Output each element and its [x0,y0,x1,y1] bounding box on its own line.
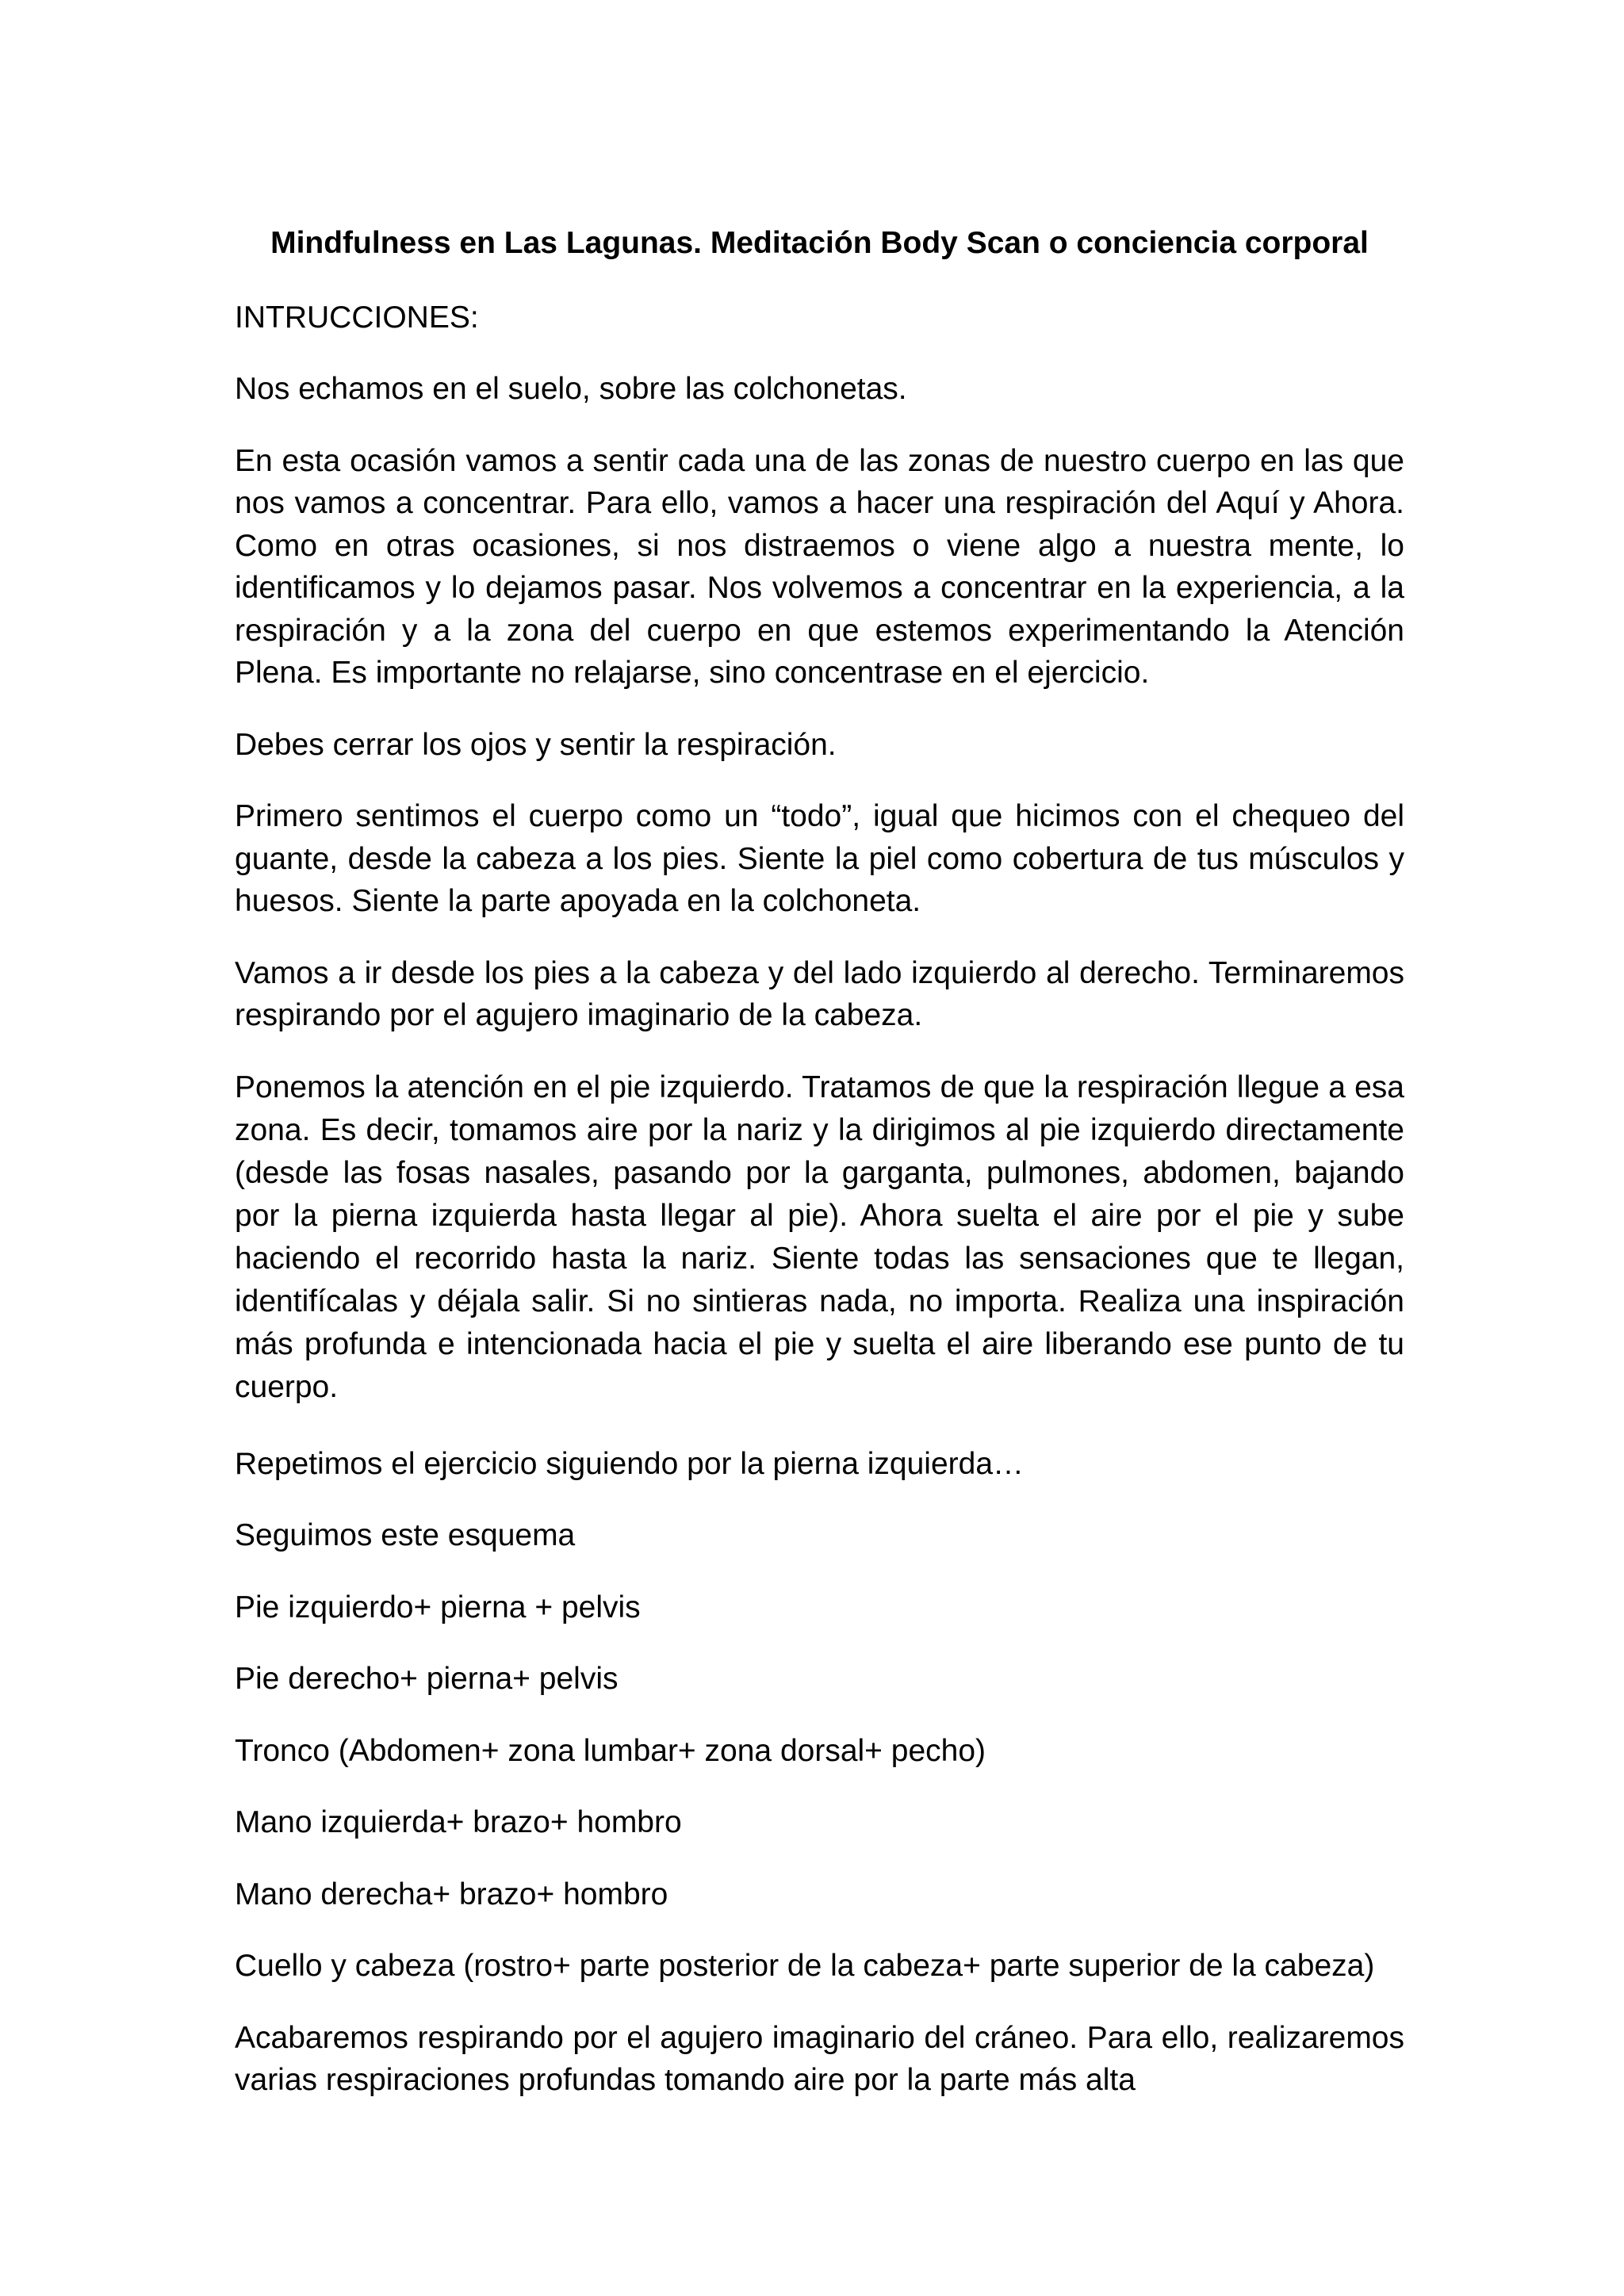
paragraph-whole-body: Primero sentimos el cuerpo como un “todo”, igual que hicimos con el chequeo del guante, desde la cabeza a los pies. Siente la piel como cobertura de tus músculos y huesos. Siente la parte apoyada en la colchoneta. [235,799,1404,918]
paragraph-scheme-intro: Seguimos este esquema [235,1518,576,1552]
instructions-heading: INTRUCCIONES: [235,300,479,335]
document-title: Mindfulness en Las Lagunas. Meditación Body Scan o conciencia corporal [270,226,1369,260]
scheme-item-neck-head: Cuello y cabeza (rostro+ parte posterior de la cabeza+ parte superior de la cabeza) [235,1949,1375,1983]
scheme-item-left-arm: Mano izquierda+ brazo+ hombro [235,1805,682,1839]
scheme-item-trunk: Tronco (Abdomen+ zona lumbar+ zona dorsal+ pecho) [235,1733,986,1768]
paragraph-closing: Acabaremos respirando por el agujero imaginario del cráneo. Para ello, realizaremos varias respiraciones profundas tomando aire por la parte más alta [235,2020,1404,2097]
scheme-item-left-leg: Pie izquierdo+ pierna + pelvis [235,1590,641,1624]
paragraph-intro: En esta ocasión vamos a sentir cada una de las zonas de nuestro cuerpo en las que nos vamos a concentrar. Para ello, vamos a hacer una respiración del Aquí y Ahora. Como en otras ocasiones, si nos distraemos o viene algo a nuestra mente, lo identificamos y lo dejamos pasar. Nos volvemos a concentrar en la experiencia, a la respiración y a la zona del cuerpo en que estemos experimentando la Atención Plena. Es importante no relajarse, sino concentrase en el ejercicio. [235,443,1404,690]
paragraph-left-foot: Ponemos la atención en el pie izquierdo. Tratamos de que la respiración llegue a esa zona. Es decir, tomamos aire por la nariz y la dirigimos al pie izquierdo directamente (desde las fosas nasales, pasando por la garganta, pulmones, abdomen, bajando por la pierna izquierda hasta llegar al pie). Ahora suelta el aire por el pie y sube haciendo el recorrido hasta la nariz. Siente todas las sensaciones que te llegan, identifícalas y déjala salir. Si no sintieras nada, no importa. Realiza una inspiración más profunda e intencionada hacia el pie y suelta el aire liberando ese punto de tu cuerpo. [235,1070,1404,1404]
paragraph-close-eyes: Debes cerrar los ojos y sentir la respiración. [235,727,837,762]
scheme-item-right-arm: Mano derecha+ brazo+ hombro [235,1877,668,1911]
paragraph-repeat: Repetimos el ejercicio siguiendo por la pierna izquierda… [235,1446,1025,1481]
scheme-item-right-leg: Pie derecho+ pierna+ pelvis [235,1662,619,1696]
document-body [235,222,1404,2131]
paragraph-direction: Vamos a ir desde los pies a la cabeza y del lado izquierdo al derecho. Terminaremos respirando por el agujero imaginario de la cabeza. [235,955,1404,1032]
paragraph-lie-down: Nos echamos en el suelo, sobre las colchonetas. [235,372,907,406]
